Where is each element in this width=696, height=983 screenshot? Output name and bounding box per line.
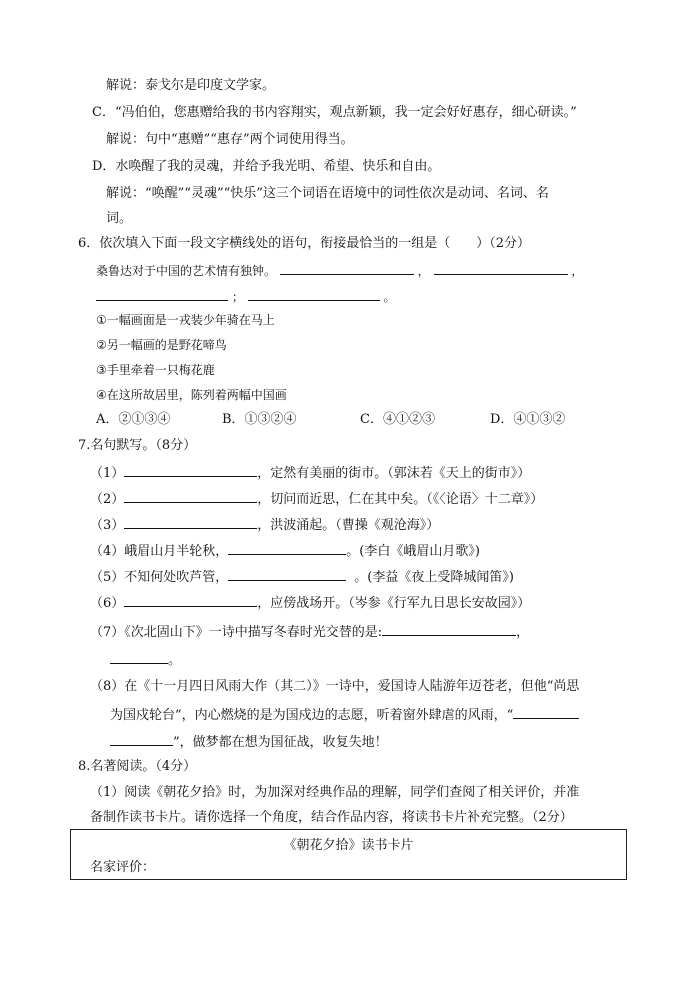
q7-number-2: （2） — [90, 492, 125, 507]
q7-text-8-end: ”，做梦都在想为国征战，收复失地！ — [173, 735, 388, 750]
q5-d-explanation-line1: 解说：“唤醒”“灵魂”“快乐”这三个词语在语境中的词性依次是动词、名词、名 — [106, 186, 549, 201]
q6-stem: 6．依次填入下面一段文字横线处的语句，衔接最恰当的一组是（ ）（2分） — [78, 236, 531, 251]
q8-stem: 8.名著阅读。（4分） — [78, 759, 197, 774]
q7-text-3: ，洪波涌起。（曹操《观沧海》） — [257, 518, 440, 533]
q7-number-3: （3） — [90, 518, 125, 533]
q7-blank-7b[interactable] — [110, 649, 168, 664]
q7-item-7-cont — [110, 649, 181, 671]
q7-item-8-line3 — [110, 731, 388, 753]
q6-item-2: ②另一幅画的是野花啼鸟 — [96, 338, 227, 352]
q7-number-1: （1） — [90, 466, 125, 481]
q7-blank-3[interactable] — [124, 514, 257, 529]
q6-option-c: C．④①②③ — [360, 412, 435, 427]
q6-option-d: D．④①③② — [490, 412, 566, 427]
q7-blank-1[interactable] — [124, 462, 257, 477]
q7-end-7: 。 — [168, 653, 182, 668]
q7-text-4: 。(李白《峨眉山月歌》) — [346, 544, 480, 559]
reading-card-label: 名家评价： — [90, 860, 156, 875]
q7-item-4 — [90, 540, 480, 562]
q6-option-b: B．①③②④ — [222, 412, 297, 427]
q7-item-2 — [90, 488, 543, 510]
q7-text-1: ，定然有美丽的街市。（郭沫若《天上的街市》） — [257, 466, 531, 481]
q5-c-explanation: 解说：句中“惠赠”“惠存”两个词使用得当。 — [106, 132, 354, 147]
q7-blank-8a[interactable] — [513, 704, 579, 719]
q5-option-c: C．“冯伯伯，您惠赠给我的书内容翔实，观点新颖，我一定会好好惠存，细心研读。” — [92, 105, 577, 120]
q7-text-5: 。(李益《夜上受降城闻笛》) — [354, 570, 514, 585]
q6-comma-1: ， — [417, 264, 430, 278]
q6-blank-1[interactable] — [280, 260, 414, 275]
q6-item-4: ④在这所故居里，陈列着两幅中国画 — [96, 388, 287, 402]
q6-blank-4[interactable] — [248, 286, 380, 301]
q6-blank-3[interactable] — [96, 286, 228, 301]
q7-blank-5[interactable] — [228, 566, 346, 581]
q7-stem: 7.名句默写。（8分） — [78, 438, 197, 453]
q7-blank-8b[interactable] — [110, 731, 173, 746]
q7-prefix-5: （5）不知何处吹芦管， — [90, 570, 229, 585]
q7-item-7 — [90, 621, 529, 643]
q6-semicolon: ； — [231, 290, 244, 304]
q7-text-6: ，应傍战场开。（岑参《行军九日思长安故园》） — [257, 596, 531, 611]
q6-item-1: ①一幅画面是一戎装少年骑在马上 — [96, 313, 275, 327]
q8-sub1-line1: （1）阅读《朝花夕拾》时，为加深对经典作品的理解，同学们查阅了相关评价，并准 — [90, 785, 580, 800]
q7-blank-2[interactable] — [124, 488, 257, 503]
q7-item-6 — [90, 592, 530, 614]
q7-item-5 — [90, 566, 514, 588]
q7-blank-4[interactable] — [228, 540, 346, 555]
q7-number-6: （6） — [90, 596, 125, 611]
q6-passage-text: 桑鲁达对于中国的艺术情有独钟。 — [96, 264, 277, 278]
reading-card-title: 《朝花夕拾》读书卡片 — [283, 838, 414, 853]
q7-text-2: ，切问而近思，仁在其中矣。（《〈论语〉十二章》） — [257, 492, 544, 507]
q6-item-3: ③手里牵着一只梅花鹿 — [96, 363, 215, 377]
q7-item-1 — [90, 462, 530, 484]
q7-comma-7: ， — [516, 625, 530, 640]
q7-blank-6[interactable] — [124, 592, 257, 607]
q7-text-8: 为国戍轮台”，内心燃烧的是为国戍边的志愿，听着窗外肆虐的风雨，“ — [110, 708, 514, 723]
q6-option-a: A．②①③④ — [96, 412, 171, 427]
q6-blank-2[interactable] — [434, 260, 568, 275]
q7-blank-7a[interactable] — [382, 621, 516, 636]
q6-passage-line2 — [96, 286, 396, 307]
q5-d-explanation-line2: 词。 — [106, 211, 133, 226]
q7-item-3 — [90, 514, 439, 536]
q5-option-d: D．水唤醒了我的灵魂，并给予我光明、希望、快乐和自由。 — [92, 159, 441, 174]
q6-period: 。 — [383, 290, 396, 304]
q7-item-8-line1: （8）在《十一月四日风雨大作（其二）》一诗中，爱国诗人陆游年迈苍老，但他“尚思 — [90, 679, 580, 694]
reading-card — [70, 829, 627, 880]
q6-passage-line1 — [96, 260, 583, 281]
q6-comma-2: ， — [571, 264, 584, 278]
q8-sub1-line2: 备制作读书卡片。请你选择一个角度，结合作品内容，将读书卡片补充完整。（2分） — [90, 810, 573, 825]
q7-prefix-7: （7）《次北固山下》一诗中描写冬春时光交替的是: — [90, 625, 383, 640]
q7-prefix-4: （4）峨眉山月半轮秋， — [90, 544, 229, 559]
q5-b-explanation: 解说：泰戈尔是印度文学家。 — [106, 78, 276, 93]
q7-item-8-line2 — [110, 704, 579, 726]
